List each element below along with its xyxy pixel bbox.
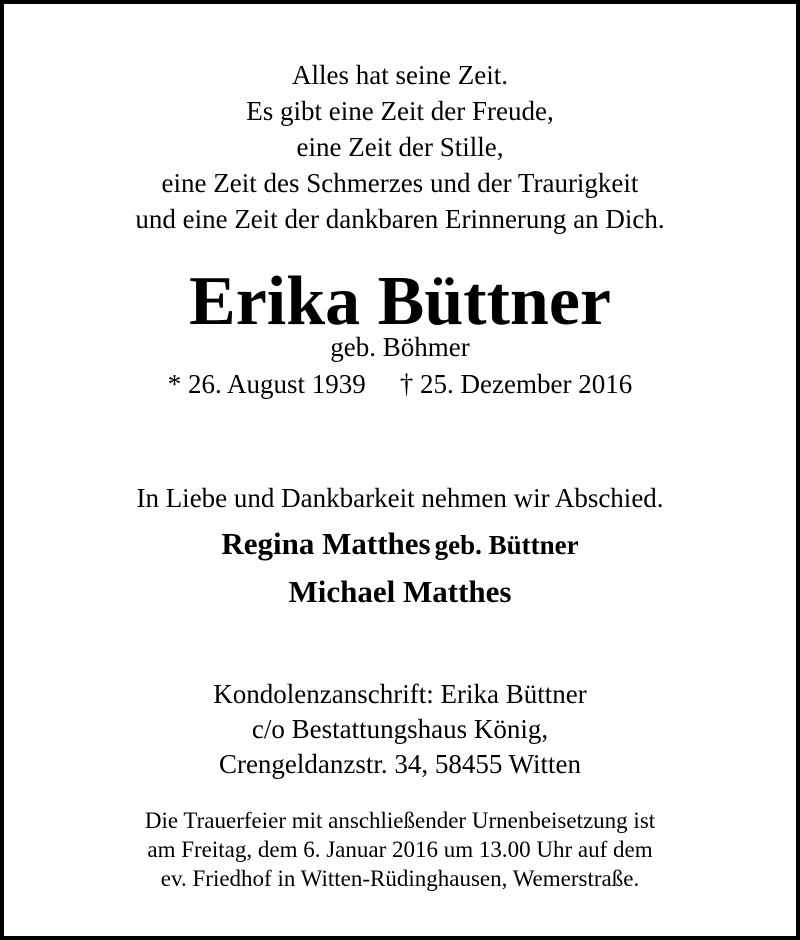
ceremony-info — [4, 806, 796, 893]
mourner-name: Regina Matthes — [221, 526, 431, 561]
ceremony-line: am Freitag, dem 6. Januar 2016 um 13.00 Uhr auf dem — [147, 837, 653, 862]
condolence-address — [4, 677, 796, 782]
mourners-list — [4, 523, 796, 619]
mourner-name: Michael Matthes — [288, 574, 512, 609]
ceremony-line: Die Trauerfeier mit anschließender Urnenbeisetzung ist — [144, 808, 656, 833]
motto-line: eine Zeit der Stille, — [296, 132, 504, 162]
maiden-name: geb. Böhmer — [330, 332, 470, 362]
mourner-entry — [4, 571, 796, 619]
motto-verse — [4, 57, 796, 237]
condolence-line: c/o Bestattungshaus König, — [251, 714, 549, 744]
ceremony-line: ev. Friedhof in Witten-Rüdinghausen, Wemerstraße. — [160, 866, 640, 891]
motto-line: und eine Zeit der dankbaren Erinnerung an Dich. — [135, 204, 665, 234]
life-dates — [4, 367, 796, 401]
motto-line: Alles hat seine Zeit. — [292, 60, 508, 90]
motto-line: eine Zeit des Schmerzes und der Traurigkeit — [161, 168, 639, 198]
condolence-line: Kondolenzanschrift: Erika Büttner — [213, 679, 587, 709]
mourner-entry — [4, 523, 796, 571]
deceased-name: Erika Büttner — [189, 263, 611, 340]
death-date: † 25. Dezember 2016 — [399, 369, 633, 399]
mourner-maiden-name: geb. Büttner — [434, 530, 579, 560]
birth-date: * 26. August 1939 — [167, 369, 366, 399]
motto-line: Es gibt eine Zeit der Freude, — [246, 96, 554, 126]
condolence-line: Crengeldanzstr. 34, 58455 Witten — [218, 749, 582, 779]
farewell-text: In Liebe und Dankbarkeit nehmen wir Abschied. — [136, 483, 664, 513]
